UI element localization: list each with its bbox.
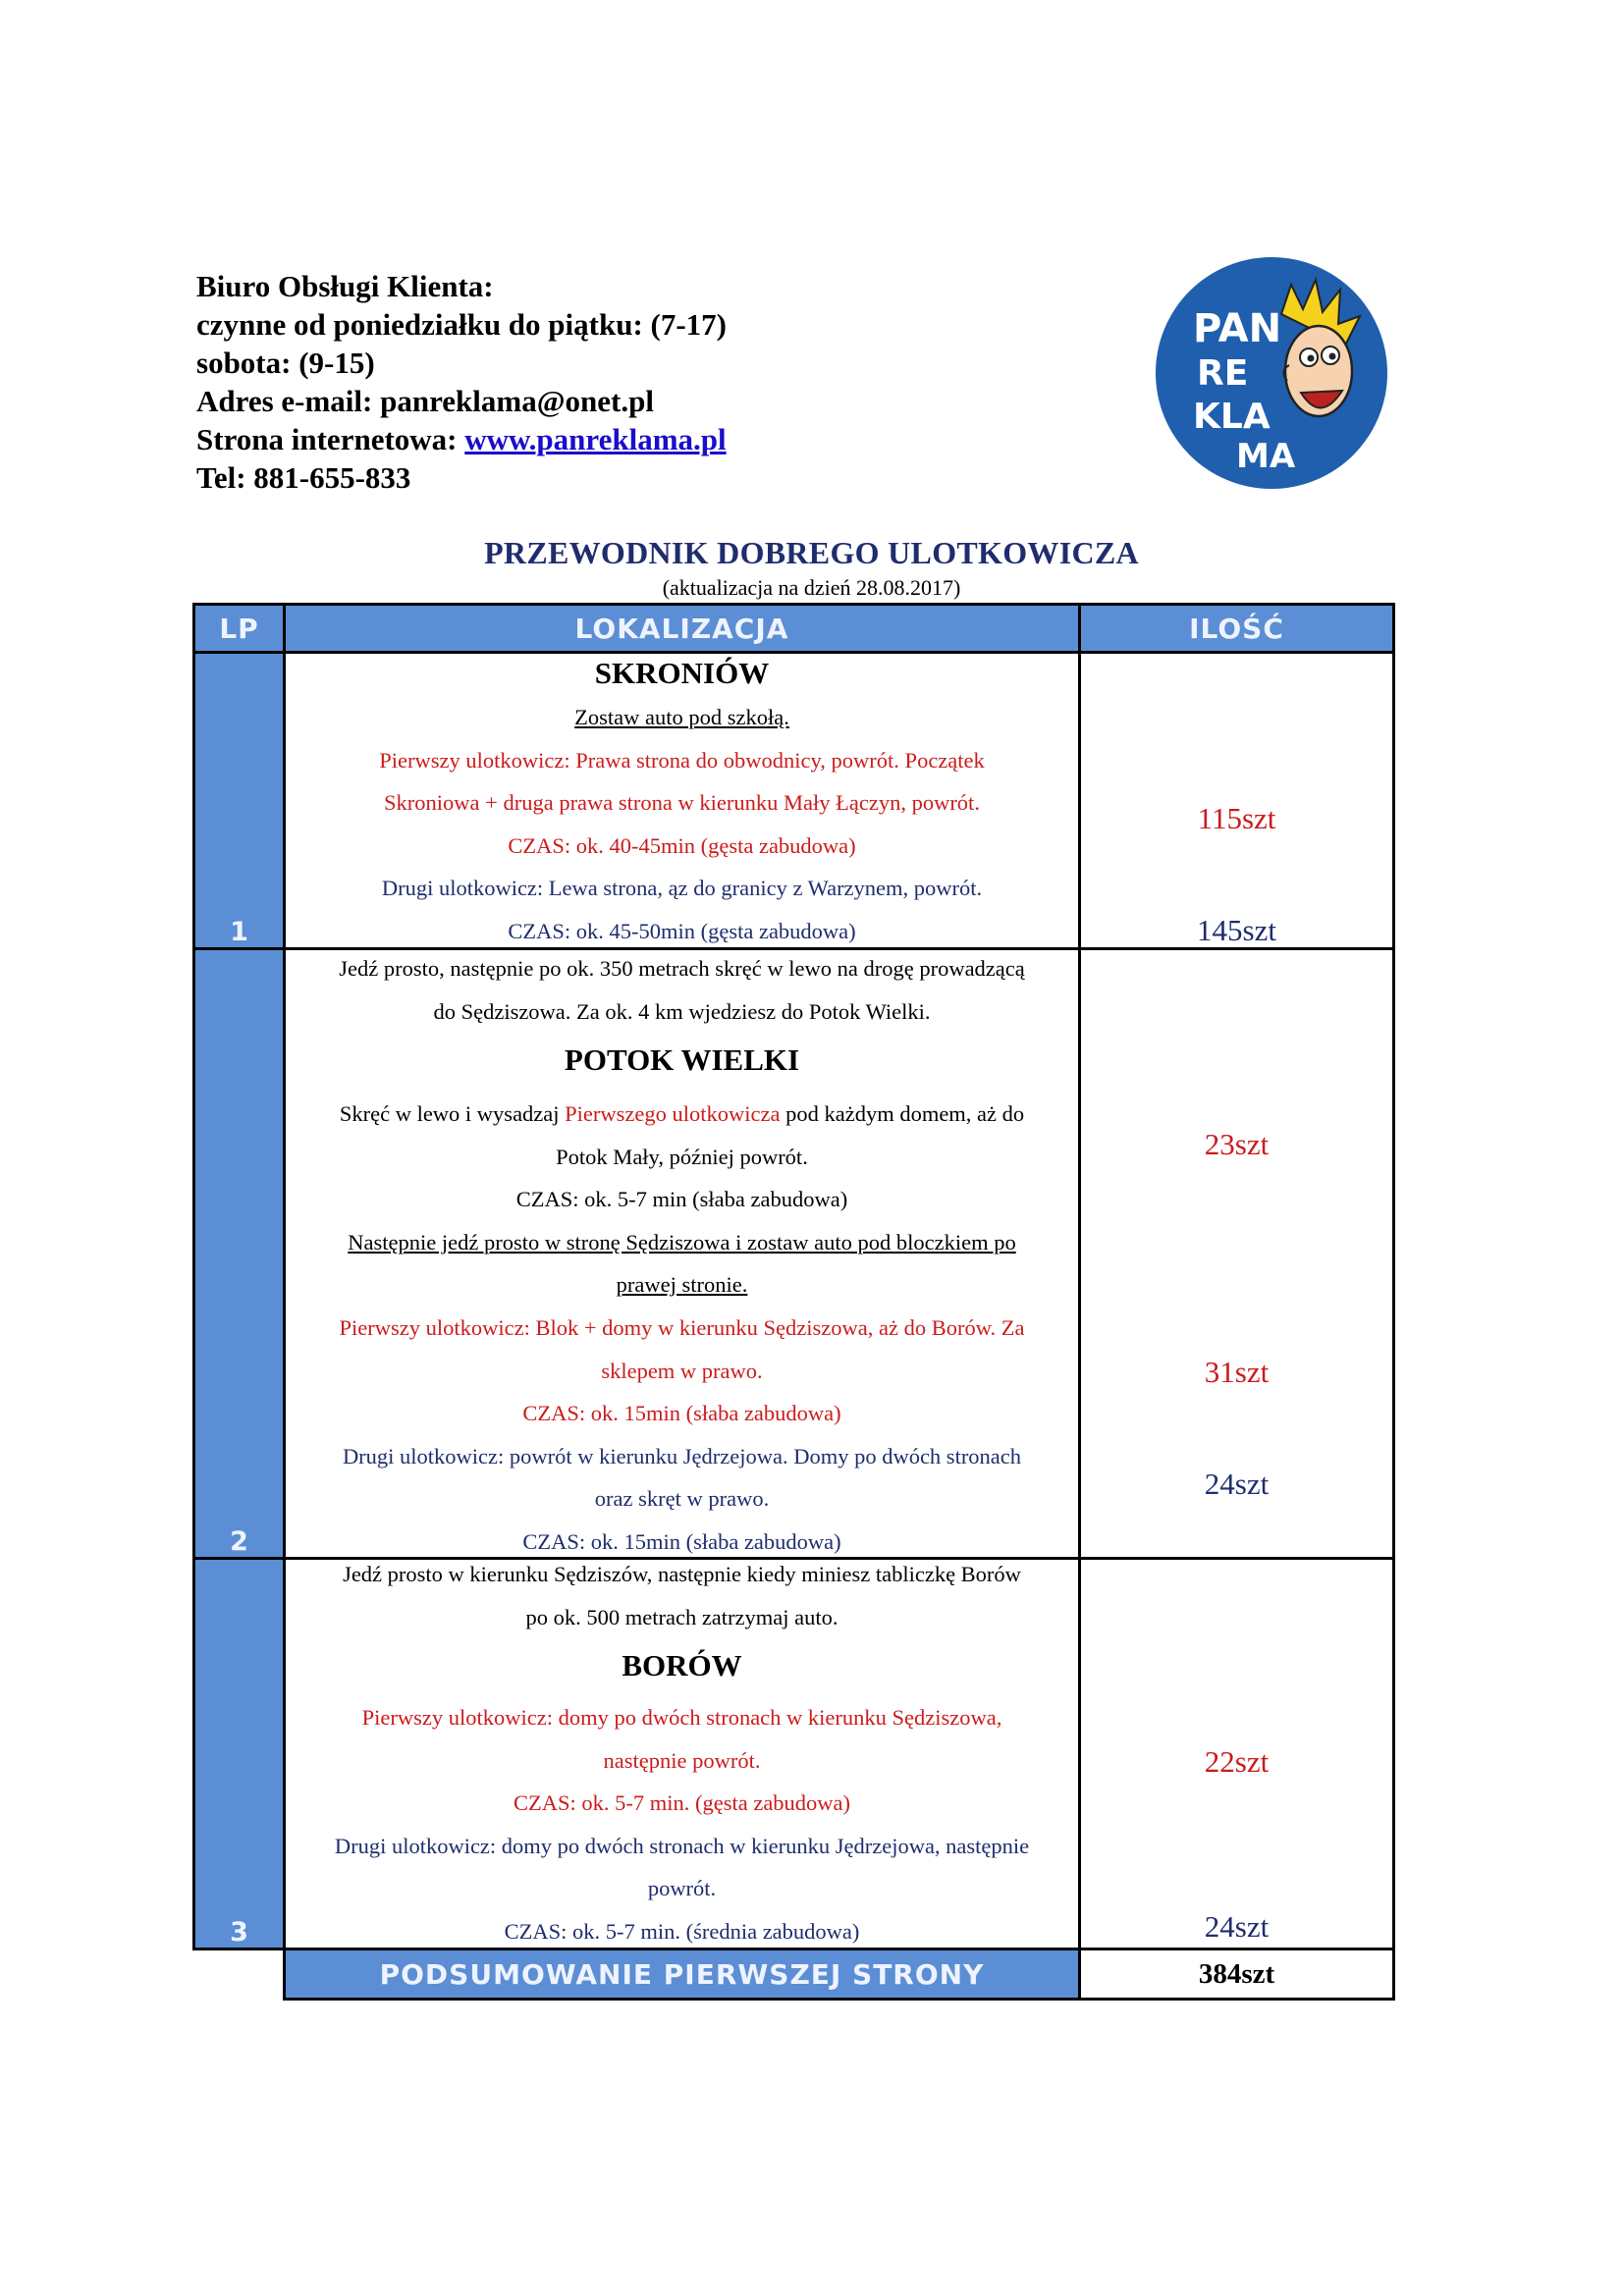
instruction-line: Drugi ulotkowicz: Lewa strona, ąz do granicy z Warzynem, powrót. bbox=[381, 876, 983, 900]
directions-line: Jedź prosto, następnie po ok. 350 metrach skręć w lewo na drogę prowadzącą bbox=[339, 956, 1025, 981]
quantity-value: 31szt bbox=[1204, 1355, 1270, 1389]
quantity-cell bbox=[1080, 1559, 1394, 1949]
email-line: Adres e-mail: panreklama@onet.pl bbox=[196, 384, 654, 418]
instruction-line: sklepem w prawo. bbox=[601, 1359, 763, 1383]
summary-spacer bbox=[194, 1949, 285, 2000]
instruction-line: Pierwszy ulotkowicz: Blok + domy w kierunku Sędziszowa, aż do Borów. Za bbox=[339, 1315, 1025, 1340]
quantity-value: 145szt bbox=[1197, 913, 1276, 947]
time-line: CZAS: ok. 45-50min (gęsta zabudowa) bbox=[508, 919, 856, 943]
directions-line: Jedź prosto w kierunku Sędziszów, następnie kiedy miniesz tabliczkę Borów bbox=[343, 1562, 1021, 1586]
table-header-row bbox=[194, 605, 1394, 653]
route-table bbox=[192, 603, 1395, 2001]
time-line: CZAS: ok. 5-7 min. (gęsta zabudowa) bbox=[513, 1790, 851, 1815]
instruction-line: Skroniowa + druga prawa strona w kierunku Mały Łączyn, powrót. bbox=[384, 790, 980, 815]
instruction-line: Pierwszy ulotkowicz: Prawa strona do obwodnicy, powrót. Początek bbox=[379, 748, 985, 773]
instruction-text: pod każdym domem, aż do bbox=[780, 1101, 1025, 1126]
row-number: 1 bbox=[194, 653, 285, 949]
header-location: LOKALIZACJA bbox=[285, 605, 1080, 653]
panreklama-logo bbox=[1154, 255, 1389, 491]
time-line: CZAS: ok. 5-7 min. (średnia zabudowa) bbox=[504, 1919, 860, 1944]
quantity-value: 23szt bbox=[1204, 1127, 1270, 1161]
row-number: 3 bbox=[194, 1559, 285, 1949]
location-cell bbox=[285, 653, 1080, 949]
instruction-line: Drugi ulotkowicz: domy po dwóch stronach w kierunku Jędrzejowa, następnie bbox=[334, 1834, 1030, 1858]
quantity-cell bbox=[1080, 653, 1394, 949]
table-row bbox=[194, 1559, 1394, 1949]
phone-line: Tel: 881-655-833 bbox=[196, 460, 411, 495]
location-cell bbox=[285, 1559, 1080, 1949]
instruction-line: powrót. bbox=[647, 1876, 717, 1900]
logo-text-kla: KLA bbox=[1193, 397, 1271, 437]
table-row bbox=[194, 949, 1394, 1559]
instruction-line: oraz skręt w prawo. bbox=[594, 1486, 770, 1511]
logo-text-ma: MA bbox=[1236, 437, 1296, 476]
weekday-hours: czynne od poniedziałku do piątku: (7-17) bbox=[196, 307, 728, 342]
document-subtitle: (aktualizacja na dzień 28.08.2017) bbox=[662, 575, 961, 600]
place-name: SKRONIÓW bbox=[594, 656, 770, 690]
directions-line: do Sędziszowa. Za ok. 4 km wjedziesz do Potok Wielki. bbox=[433, 999, 931, 1024]
instruction-line: prawej stronie. bbox=[616, 1272, 748, 1297]
instruction-line: następnie powrót. bbox=[603, 1748, 761, 1773]
document-title: PRZEWODNIK DOBREGO ULOTKOWICZA bbox=[484, 535, 1139, 570]
quantity-value: 24szt bbox=[1204, 1909, 1270, 1944]
instruction-line bbox=[286, 1101, 1078, 1127]
instruction-line: Drugi ulotkowicz: powrót w kierunku Jędrzejowa. Domy po dwóch stronach bbox=[342, 1444, 1022, 1468]
time-line: CZAS: ok. 5-7 min (słaba zabudowa) bbox=[515, 1187, 848, 1211]
quantity-value: 22szt bbox=[1204, 1744, 1270, 1779]
location-cell bbox=[285, 949, 1080, 1559]
instruction-line: Zostaw auto pod szkołą. bbox=[574, 705, 789, 729]
instruction-line: Potok Mały, później powrót. bbox=[556, 1145, 808, 1169]
header-quantity: ILOŚĆ bbox=[1080, 605, 1394, 653]
instruction-line: Pierwszy ulotkowicz: domy po dwóch stronach w kierunku Sędziszowa, bbox=[361, 1705, 1002, 1730]
quantity-cell bbox=[1080, 949, 1394, 1559]
quantity-value: 115szt bbox=[1197, 801, 1276, 835]
time-line: CZAS: ok. 40-45min (gęsta zabudowa) bbox=[508, 833, 856, 858]
instruction-text: Skręć w lewo i wysadzaj bbox=[339, 1101, 566, 1126]
first-distributor-ref: Pierwszego ulotkowicza bbox=[565, 1101, 781, 1126]
logo-text-pan: PAN bbox=[1193, 306, 1282, 351]
saturday-hours: sobota: (9-15) bbox=[196, 346, 375, 380]
contact-info bbox=[196, 267, 727, 497]
summary-label: PODSUMOWANIE PIERWSZEJ STRONY bbox=[285, 1949, 1080, 2000]
logo-text-re: RE bbox=[1197, 353, 1249, 394]
office-label: Biuro Obsługi Klienta: bbox=[196, 269, 494, 303]
place-name: BORÓW bbox=[622, 1648, 742, 1682]
header-lp: LP bbox=[194, 605, 285, 653]
time-line: CZAS: ok. 15min (słaba zabudowa) bbox=[522, 1529, 841, 1554]
website-label: Strona internetowa: bbox=[196, 422, 458, 456]
row-number: 2 bbox=[194, 949, 285, 1559]
summary-row bbox=[194, 1949, 1394, 2000]
website-link[interactable]: www.panreklama.pl bbox=[464, 422, 727, 456]
table-row bbox=[194, 653, 1394, 949]
place-name: POTOK WIELKI bbox=[564, 1042, 800, 1077]
instruction-line: Następnie jedź prosto w stronę Sędziszowa i zostaw auto pod bloczkiem po bbox=[348, 1230, 1016, 1255]
directions-line: po ok. 500 metrach zatrzymaj auto. bbox=[525, 1605, 839, 1629]
quantity-value: 24szt bbox=[1204, 1467, 1270, 1501]
summary-total: 384szt bbox=[1080, 1949, 1394, 2000]
time-line: CZAS: ok. 15min (słaba zabudowa) bbox=[522, 1401, 841, 1425]
website-line bbox=[196, 420, 727, 458]
